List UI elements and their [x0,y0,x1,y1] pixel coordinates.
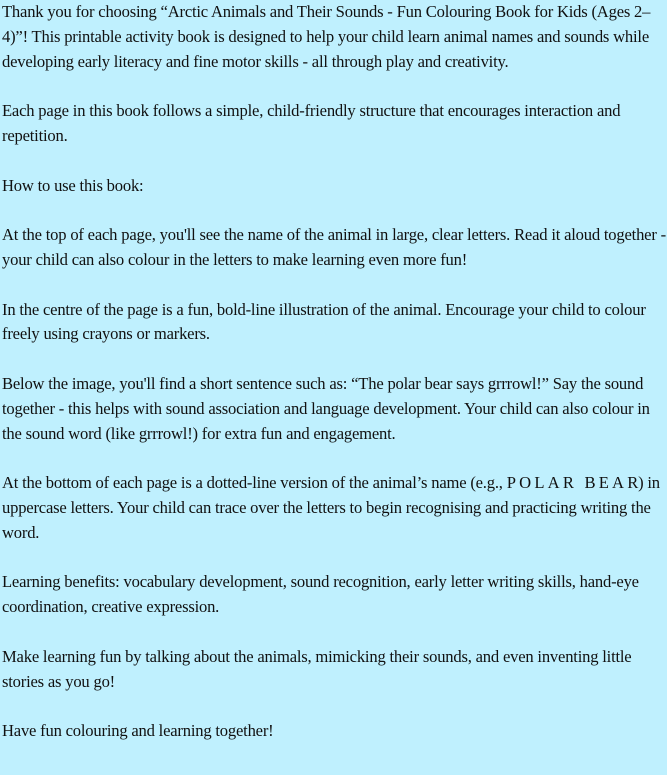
top-of-page-paragraph: At the top of each page, you'll see the name of the animal in large, clear letters. Read it aloud together - your child can also colour in the letters to make learning even more fun! [2,225,666,269]
how-to-use-heading: How to use this book: [2,175,144,195]
closing-line: Have fun colouring and learning together! [2,721,274,741]
bottom-paragraph-end: R) in uppercase letters. Your child can trace over the letters to begin recognising and practicing writing the word. [2,473,660,542]
spaced-animal-name: POLAR BEA [506,473,628,493]
intro-paragraph: Thank you for choosing “Arctic Animals and Their Sounds - Fun Colouring Book for Kids (Ages 2–4)”! This printable activity book is designed to help your child learn animal names and sounds while developing early literacy and fine motor skills - all through play and creativity. [2,2,651,71]
centre-of-page-paragraph: In the centre of the page is a fun, bold-line illustration of the animal. Encourage your child to colour freely using crayons or markers. [2,299,646,344]
structure-paragraph: Each page in this book follows a simple, child-friendly structure that encourages interaction and repetition. [2,101,621,145]
bottom-of-page-paragraph [2,471,667,545]
learning-benefits-paragraph: Learning benefits: vocabulary development, sound recognition, early letter writing skills, hand-eye coordination, creative expression. [2,572,639,617]
below-image-paragraph: Below the image, you'll find a short sentence such as: “The polar bear says grrrowl!” Say the sound together - this helps with sound association and language development. Your child can also colour in the sound word (like grrrowl!) for extra fun and engagement. [2,373,650,443]
bottom-paragraph-start: At the bottom of each page is a dotted-line version of the animal’s name (e.g., [2,473,507,493]
make-learning-fun-paragraph: Make learning fun by talking about the animals, mimicking their sounds, and even inventing little stories as you go! [2,646,632,691]
